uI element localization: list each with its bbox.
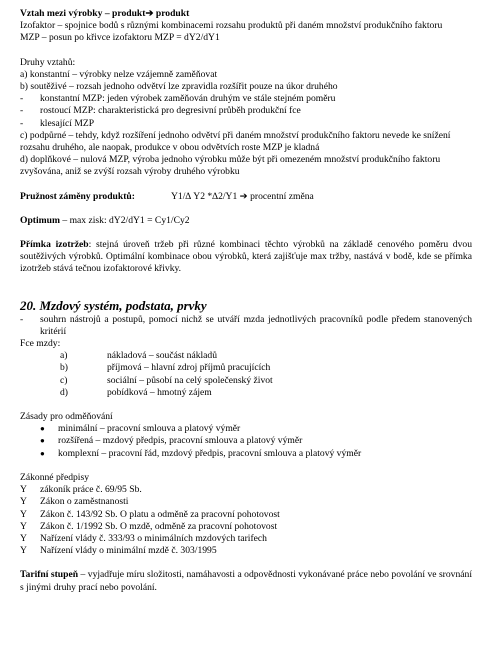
optimum-text: – max zisk: dY2/dY1 = Cy1/Cy2: [59, 214, 190, 226]
bullet-icon: ●: [40, 448, 45, 458]
bullet-icon: ●: [40, 436, 45, 446]
list-item: - konstantní MZP: jeden výrobek zaměňován druhým ve stále stejném poměru: [20, 93, 336, 105]
fce-title: Fce mzdy:: [20, 338, 61, 350]
list-item: a) nákladová – součást nákladů: [60, 350, 218, 362]
list-item: Y Zákon o zaměstnanosti: [20, 496, 129, 508]
optimum-label: Optimum: [20, 214, 60, 226]
predpisy-list: [20, 484, 472, 557]
list-item: Y Nařízení vlády o minimální mzdě č. 303/1995: [20, 545, 217, 557]
y-marker: Y: [20, 496, 27, 508]
pruznost-label: Pružnost záměny produktů:: [20, 190, 135, 202]
y-marker: Y: [20, 532, 27, 544]
druhy-item-a: a) konstantní – výrobky nelze vzájemně zaměňovat: [20, 68, 218, 80]
mzp-type-list: [20, 93, 472, 130]
primka-paragraph: [20, 239, 472, 276]
primka-text: : stejná úroveň tržeb při různé kombinaci těchto výrobků na základě cenového poměru dvou soutěživých výrobků. Optimální kombinace obou výrobků, která zajišťuje max tržby, nastává v bodě, kde se přímka izotržeb stává tečnou izofaktorové křivky.: [20, 239, 472, 275]
list-item: ● rozšířená – mzdový předpis, pracovní smlouva a platový výměr: [40, 435, 303, 447]
list-item: - souhrn nástrojů a postupů, pomocí nichž se utváří mzda jednotlivých pracovníků podle předem stanovených kritérií: [20, 313, 472, 337]
dash-marker: -: [20, 93, 24, 105]
list-item: Y Nařízení vlády č. 333/93 o minimálních mzdových tarifech: [20, 532, 267, 544]
predpisy-title: Zákonné předpisy: [20, 471, 90, 483]
y-marker: Y: [20, 508, 27, 520]
optimum-paragraph: [20, 215, 472, 227]
list-item: Y Zákon č. 1/1992 Sb. O mzdě, odměně za pracovní pohotovost: [20, 520, 278, 532]
primka-label: Přímka izotržeb: [20, 239, 89, 251]
zasady-title: Zásady pro odměňování: [20, 411, 113, 423]
izofaktor-definition: Izofaktor – spojnice bodů s různými kombinacemi rozsahu produktů při daném množství produkčního faktoru: [20, 20, 443, 32]
fce-list: [20, 350, 472, 399]
druhy-item-c: c) podpůrné – tehdy, když rozšíření jednoho odvětví při daném množství produkčního faktoru nevede ke snížení rozsahu druhého, ale naopak, produkce v obou odvětvích roste MZP je kladná: [20, 129, 451, 154]
pruznost-formula: Y1/∆ Y2 *∆2/Y1 ➔ procentní změna: [171, 190, 314, 202]
mzp-definition: MZP – posun po křivce izofaktoru MZP = dY2/dY1: [20, 32, 220, 44]
list-item: ● minimální – pracovní smlouva a platový výměr: [40, 423, 241, 435]
tarif-label: Tarifní stupeň: [20, 569, 79, 581]
y-marker: Y: [20, 545, 27, 557]
list-item: Y Zákon č. 143/92 Sb. O platu a odměně za pracovní pohotovost: [20, 508, 280, 520]
intro-list: [20, 314, 472, 338]
y-marker: Y: [20, 484, 27, 496]
list-item: d) pobídková – hmotný zájem: [60, 386, 212, 398]
druhy-item-d: d) doplňkové – nulová MZP, výroba jednoho výrobku může být při omezeném množství produkčního faktoru zvyšována, aniž se zvýší rozsah výroby druhého výrobku: [20, 154, 441, 178]
list-item: ● komplexní – pracovní řád, mzdový předpis, pracovní smlouva a platový výměr: [40, 447, 362, 459]
dash-marker: -: [20, 117, 24, 129]
tarif-paragraph: [20, 569, 472, 593]
pruznost-row: [20, 191, 472, 203]
tarif-text: – vyjadřuje míru složitosti, namáhavosti a odpovědnosti vykonávané práce nebo povolání ve srovnání s jinými druhy prací nebo povolání.: [20, 569, 472, 593]
dash-marker: -: [20, 105, 24, 117]
list-item: - rostoucí MZP: charakteristická pro degresivní průběh produkční fce: [20, 105, 301, 117]
section-title-mzdovy: 20. Mzdový systém, podstata, prvky: [20, 297, 207, 313]
list-item: Y zákoník práce č. 69/95 Sb.: [20, 484, 142, 496]
druhy-title: Druhy vztahů:: [20, 56, 76, 68]
list-item: c) sociální – působí na celý společenský život: [60, 374, 273, 386]
bullet-icon: ●: [40, 424, 45, 434]
dash-marker: -: [20, 313, 24, 325]
druhy-item-b: b) soutěživé – rozsah jednoho odvětví lze zpravidla rozšířit pouze na úkor druhého: [20, 81, 338, 93]
section-title-vztah: Vztah mezi výrobky – produkt➔ produkt: [20, 8, 190, 19]
zasady-list: [20, 423, 472, 460]
list-item: - klesající MZP: [20, 117, 95, 129]
list-item: b) příjmová – hlavní zdroj příjmů pracujících: [60, 362, 271, 374]
y-marker: Y: [20, 520, 27, 532]
